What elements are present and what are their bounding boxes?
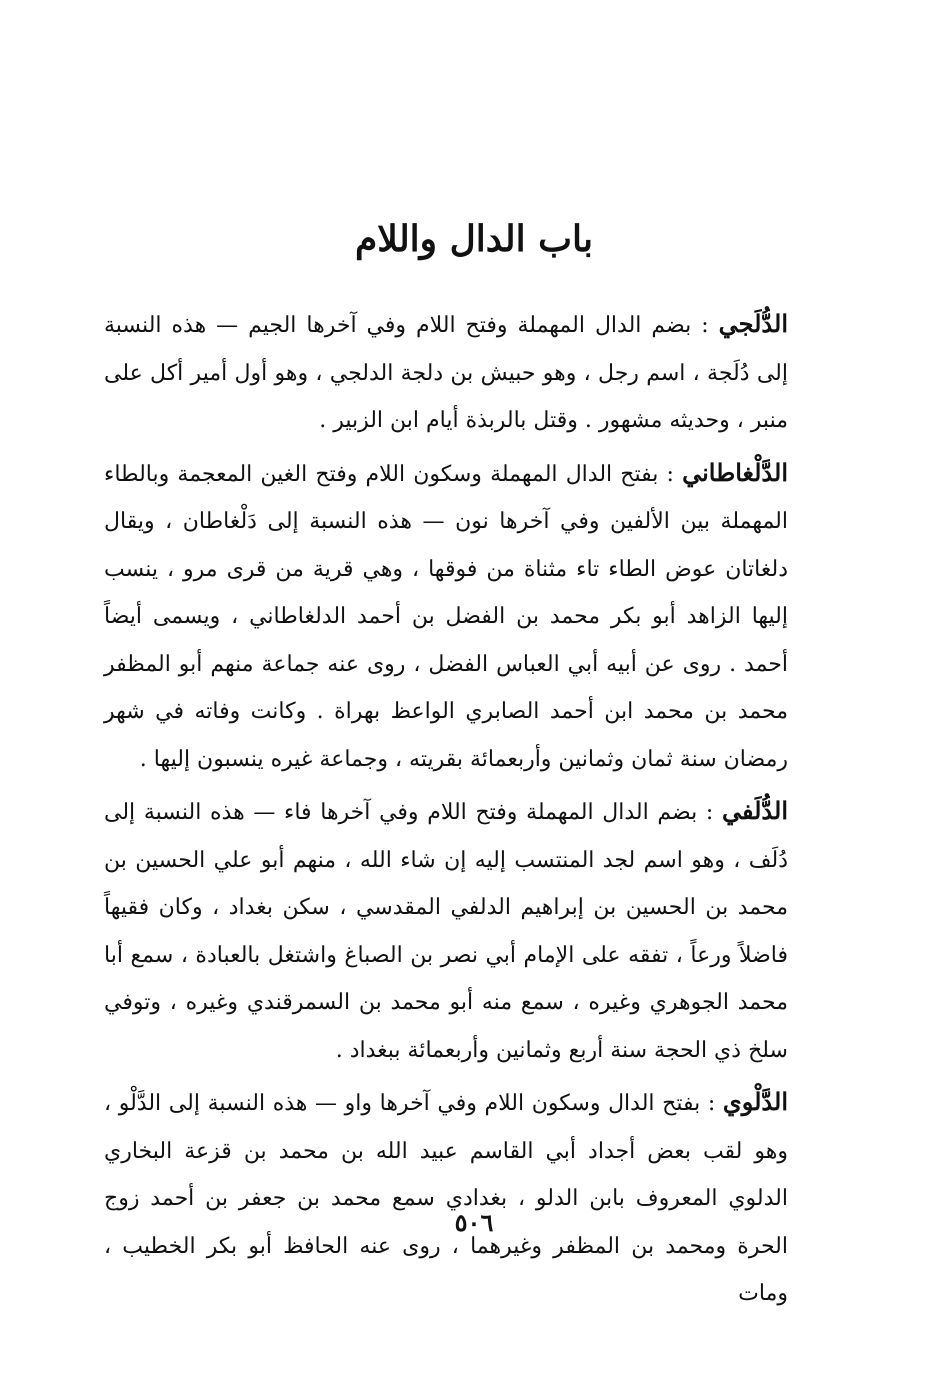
entry-text: : بفتح الدال المهملة وسكون اللام وفتح الغين المعجمة وبالطاء المهملة بين الألفين وفي آخرها نون — هذه النسبة إلى دَلْغاطان ، ويقال دلغاتان عوض الطاء تاء مثناة من فوقها ، وهي قرية من قرى مرو ، ينسب إليها الزاهد أبو بكر محمد بن الفضل بن أحمد الدلغاطاني ، ويسمى أيضاً أحمد . روى عن أبيه أبي العباس الفضل ، روى عنه جماعة منهم أبو المظفر محمد بن محمد ابن أحمد الصابري الواعظ بهراة . وكانت وفاته في شهر رمضان سنة ثمان وثمانين وأربعمائة بقريته ، وجماعة غيره ينسبون إليها . [104, 461, 788, 772]
entry-text: : بضم الدال المهملة وفتح اللام وفي آخرها فاء — هذه النسبة إلى دُلَف ، وهو اسم لجد المنتسب إليه إن شاء الله ، منهم أبو علي الحسين بن محمد بن الحسين بن إبراهيم الدلفي المقدسي ، سكن بغداد ، وكان فقيهاً فاضلاً ورعاً ، تفقه على الإمام أبي نصر بن الصباغ واشتغل بالعبادة ، سمع أبا محمد الجوهري وغيره ، سمع منه أبو محمد بن السمرقندي وغيره ، وتوفي سلخ ذي الحجة سنة أربع وثمانين وأربعمائة ببغداد . [104, 800, 788, 1063]
entry-dalghatani [104, 449, 788, 784]
entry-text: : بفتح الدال وسكون اللام وفي آخرها واو — هذه النسبة إلى الدَّلْو ، وهو لقب بعض أجداد أبي القاسم عبيد الله بن محمد بن قزعة البخاري الدلوي المعروف بابن الدلو ، بغدادي سمع محمد بن جعفر بن أحمد زوج الحرة ومحمد بن المظفر وغيرهما ، روى عنه الحافظ أبو بكر الخطيب ، ومات [104, 1091, 788, 1306]
entry-headword: الدَّلْغاطاني [682, 457, 788, 487]
entry-dulaji [104, 300, 788, 445]
entry-dulafi [104, 787, 788, 1074]
page-body [104, 300, 788, 1318]
entry-text: : بضم الدال المهملة وفتح اللام وفي آخرها الجيم — هذه النسبة إلى دُلَجة ، اسم رجل ، وهو حبيش بن دلجة الدلجي ، وهو أول أمير أكل على منبر ، وحديثه مشهور . وقتل بالربذة أيام ابن الزبير . [104, 313, 788, 433]
entry-dalwi [104, 1078, 788, 1318]
page-number: ٥٠٦ [454, 1208, 494, 1237]
entry-headword: الدُّلَفي [721, 796, 788, 825]
chapter-title: باب الدال واللام [354, 218, 594, 260]
entry-headword: الدُّلَجي [718, 309, 788, 338]
entry-headword: الدَّلْوي [722, 1087, 788, 1116]
